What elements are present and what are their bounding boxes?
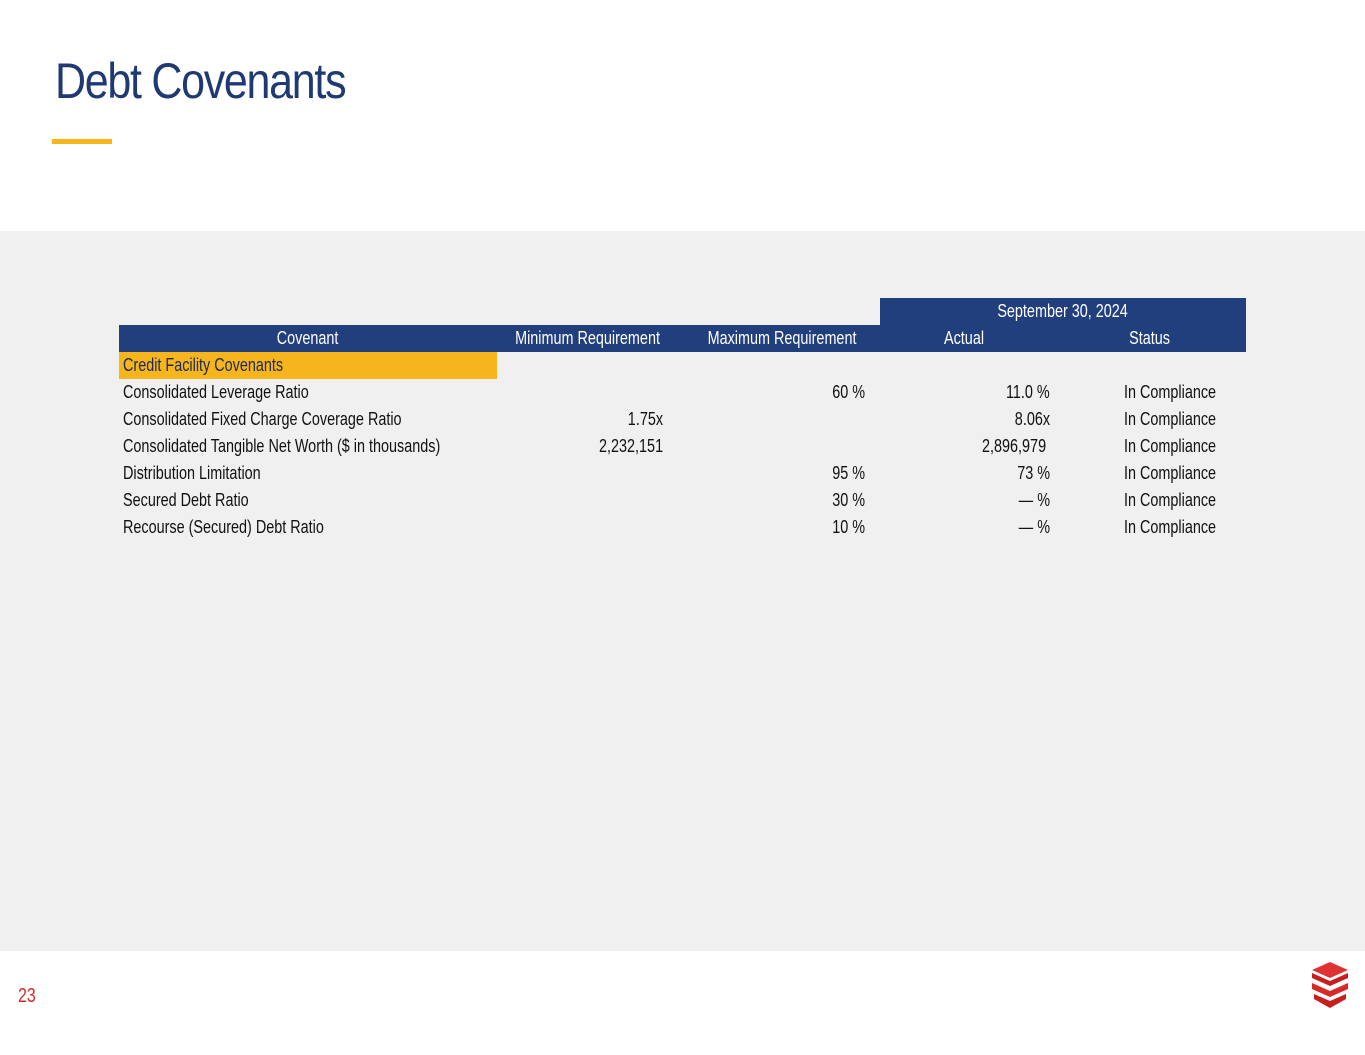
section-row	[119, 352, 1246, 379]
maximum-cell: 30 %	[832, 490, 865, 510]
minimum-cell	[499, 514, 663, 541]
maximum-cell: 10 %	[832, 517, 865, 537]
status-cell: In Compliance	[1123, 436, 1216, 456]
period-header: September 30, 2024	[880, 298, 1246, 325]
title-underline	[52, 139, 112, 144]
status-cell: In Compliance	[1123, 517, 1216, 537]
covenant-cell: Distribution Limitation	[123, 463, 261, 483]
column-header-status: Status	[1129, 328, 1171, 348]
status-cell: In Compliance	[1123, 463, 1216, 483]
minimum-cell	[499, 379, 663, 406]
covenant-cell: Consolidated Fixed Charge Coverage Ratio	[123, 409, 402, 429]
actual-cell: 11.0 %	[1006, 382, 1050, 402]
table-row	[119, 433, 1246, 460]
table-row	[119, 487, 1246, 514]
actual-cell: 73 %	[1017, 463, 1050, 483]
actual-cell: — %	[1018, 490, 1050, 510]
period-header-row	[119, 298, 1246, 325]
minimum-cell	[499, 460, 663, 487]
column-header-minimum: Minimum Requirement	[515, 328, 660, 348]
maximum-cell	[679, 406, 865, 433]
covenant-cell: Secured Debt Ratio	[123, 490, 249, 510]
covenants-table	[119, 298, 1246, 541]
table-row	[119, 406, 1246, 433]
maximum-cell	[679, 433, 865, 460]
status-cell: In Compliance	[1123, 382, 1216, 402]
page-title: Debt Covenants	[55, 53, 346, 109]
table-row	[119, 460, 1246, 487]
minimum-cell	[499, 487, 663, 514]
actual-cell: 2,896,979	[981, 436, 1046, 456]
page-number: 23	[18, 985, 36, 1007]
section-label: Credit Facility Covenants	[119, 352, 497, 379]
maximum-cell: 60 %	[832, 382, 865, 402]
column-header-covenant: Covenant	[277, 328, 339, 348]
minimum-cell: 2,232,151	[598, 436, 663, 456]
table-row	[119, 379, 1246, 406]
table-row	[119, 514, 1246, 541]
column-header-row	[119, 325, 1246, 352]
actual-cell: — %	[1018, 517, 1050, 537]
column-header-actual: Actual	[943, 328, 985, 348]
layered-chevron-logo-icon	[1310, 962, 1350, 1010]
covenant-cell: Consolidated Leverage Ratio	[123, 382, 309, 402]
covenant-cell: Recourse (Secured) Debt Ratio	[123, 517, 324, 537]
actual-cell: 8.06x	[1014, 409, 1050, 429]
status-cell: In Compliance	[1123, 490, 1216, 510]
covenant-cell: Consolidated Tangible Net Worth ($ in thousands)	[123, 436, 441, 456]
column-header-maximum: Maximum Requirement	[707, 328, 857, 348]
maximum-cell: 95 %	[832, 463, 865, 483]
status-cell: In Compliance	[1123, 409, 1216, 429]
minimum-cell: 1.75x	[627, 409, 663, 429]
